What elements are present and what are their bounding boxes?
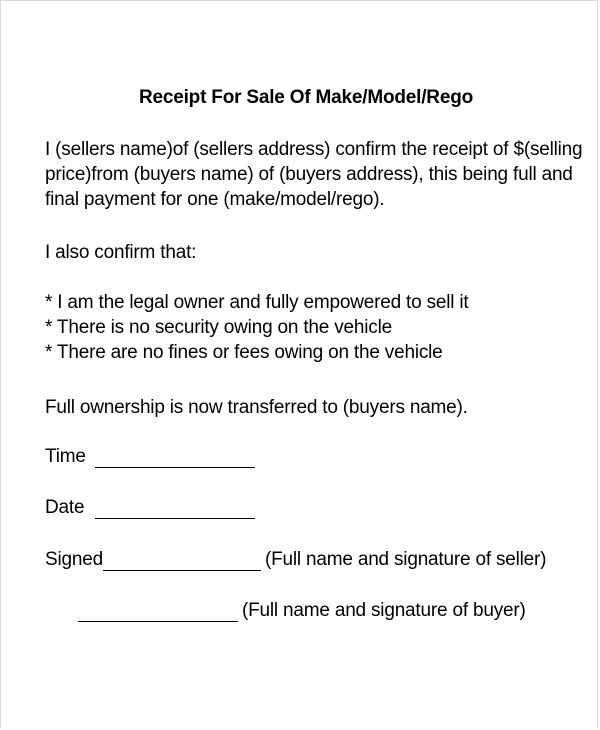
intro-line: final payment for one (make/model/rego). [45, 189, 385, 210]
confirm-list [45, 290, 468, 365]
document-title: Receipt For Sale Of Make/Model/Rego [138, 87, 474, 108]
date-label: Date [45, 497, 85, 518]
confirm-item: * There are no fines or fees owing on the vehicle [45, 342, 443, 363]
intro-line: price)from (buyers name) of (buyers address), this being full and [45, 164, 573, 185]
confirm-heading: I also confirm that: [45, 242, 197, 263]
buyer-signature-line [78, 621, 238, 622]
time-blank-line [95, 467, 255, 468]
confirm-item: * There is no security owing on the vehicle [45, 317, 392, 338]
buyer-signature-note: (Full name and signature of buyer) [242, 600, 526, 621]
signed-label: Signed [45, 549, 103, 570]
confirm-item: * I am the legal owner and fully empowered to sell it [45, 292, 469, 313]
date-blank-line [95, 518, 255, 519]
intro-paragraph [45, 137, 582, 212]
seller-signature-line [103, 570, 261, 571]
time-label: Time [45, 446, 86, 467]
intro-line: I (sellers name)of (sellers address) confirm the receipt of $(selling [45, 139, 583, 160]
transfer-statement: Full ownership is now transferred to (buyers name). [45, 397, 468, 418]
seller-signature-note: (Full name and signature of seller) [265, 549, 547, 570]
